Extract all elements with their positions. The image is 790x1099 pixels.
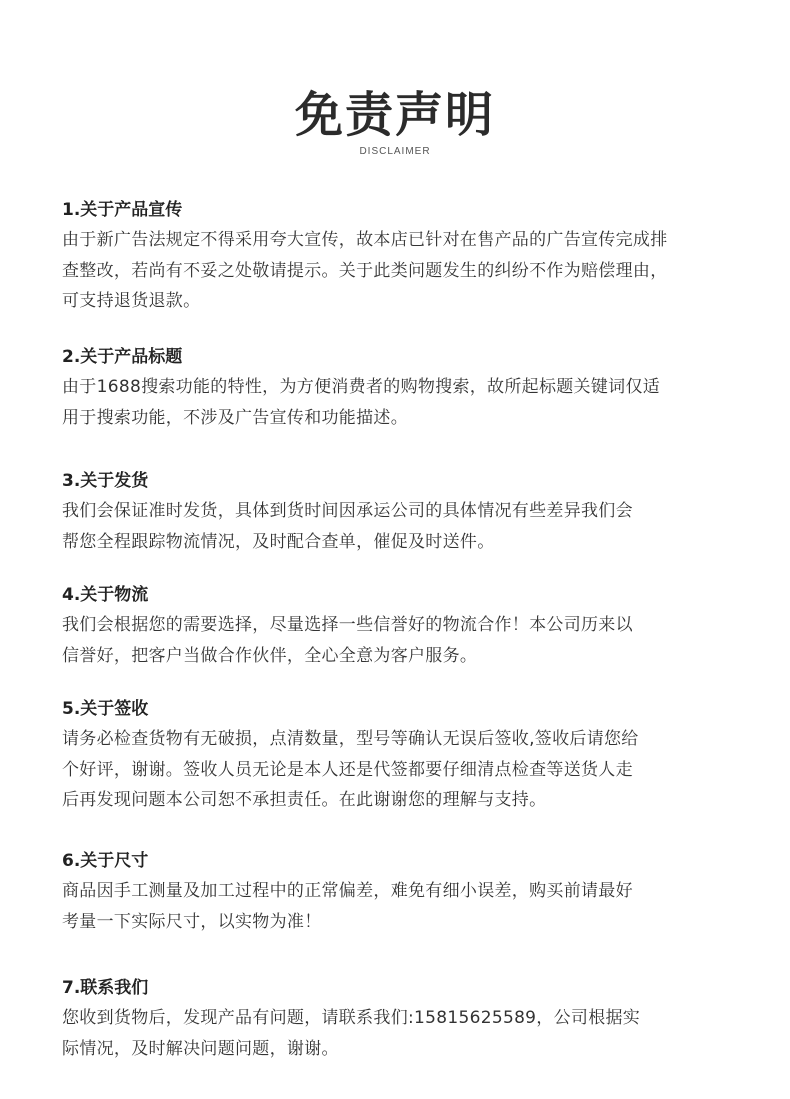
disclaimer-section	[62, 580, 742, 671]
section-text-line: 我们会保证准时发货，具体到货时间因承运公司的具体情况有些差异我们会	[62, 501, 633, 521]
section-heading: 2.关于产品标题	[62, 347, 183, 367]
section-text-line: 请务必检查货物有无破损，点清数量，型号等确认无误后签收,签收后请您给	[62, 729, 639, 749]
section-text-line: 由于新广告法规定不得采用夸大宣传，故本店已针对在售产品的广告宣传完成排	[62, 230, 668, 250]
disclaimer-section	[62, 342, 742, 433]
section-text-line: 由于1688搜索功能的特性，为方便消费者的购物搜索，故所起标题关键词仅适	[62, 377, 661, 397]
section-text-line: 查整改，若尚有不妥之处敬请提示。关于此类问题发生的纠纷不作为赔偿理由，	[62, 260, 668, 281]
section-text-line: 我们会根据您的需要选择，尽量选择一些信誉好的物流合作！本公司历来以	[62, 615, 633, 635]
page-subtitle: DISCLAIMER	[359, 146, 431, 157]
section-text-line: 帮您全程跟踪物流情况，及时配合查单，催促及时送件。	[62, 531, 495, 552]
disclaimer-section	[62, 466, 742, 557]
section-heading: 5.关于签收	[62, 699, 149, 719]
section-text-line: 个好评，谢谢。签收人员无论是本人还是代签都要仔细清点检查等送货人走	[62, 759, 633, 780]
section-text-line: 后再发现问题本公司恕不承担责任。在此谢谢您的理解与支持。	[62, 790, 547, 810]
disclaimer-section	[62, 195, 742, 317]
section-text-line: 可支持退货退款。	[62, 291, 201, 311]
section-heading: 3.关于发货	[62, 471, 149, 491]
section-text-line: 您收到货物后，发现产品有问题，请联系我们:15815625589，公司根据实	[62, 1008, 641, 1028]
section-text-line: 商品因手工测量及加工过程中的正常偏差，难免有细小误差，购买前请最好	[62, 881, 633, 901]
section-heading: 6.关于尺寸	[62, 851, 149, 871]
disclaimer-section	[62, 846, 742, 937]
page-title: 免责声明	[294, 87, 495, 143]
section-text-line: 考量一下实际尺寸，以实物为准！	[62, 911, 322, 932]
section-heading: 4.关于物流	[62, 585, 149, 605]
disclaimer-section	[62, 694, 742, 816]
section-text-line: 际情况，及时解决问题问题，谢谢。	[62, 1038, 339, 1059]
section-text-line: 信誉好，把客户当做合作伙伴，全心全意为客户服务。	[62, 645, 478, 666]
section-heading: 7.联系我们	[62, 978, 149, 998]
section-heading: 1.关于产品宣传	[62, 200, 183, 220]
disclaimer-section	[62, 973, 742, 1064]
section-text-line: 用于搜索功能，不涉及广告宣传和功能描述。	[62, 407, 408, 428]
